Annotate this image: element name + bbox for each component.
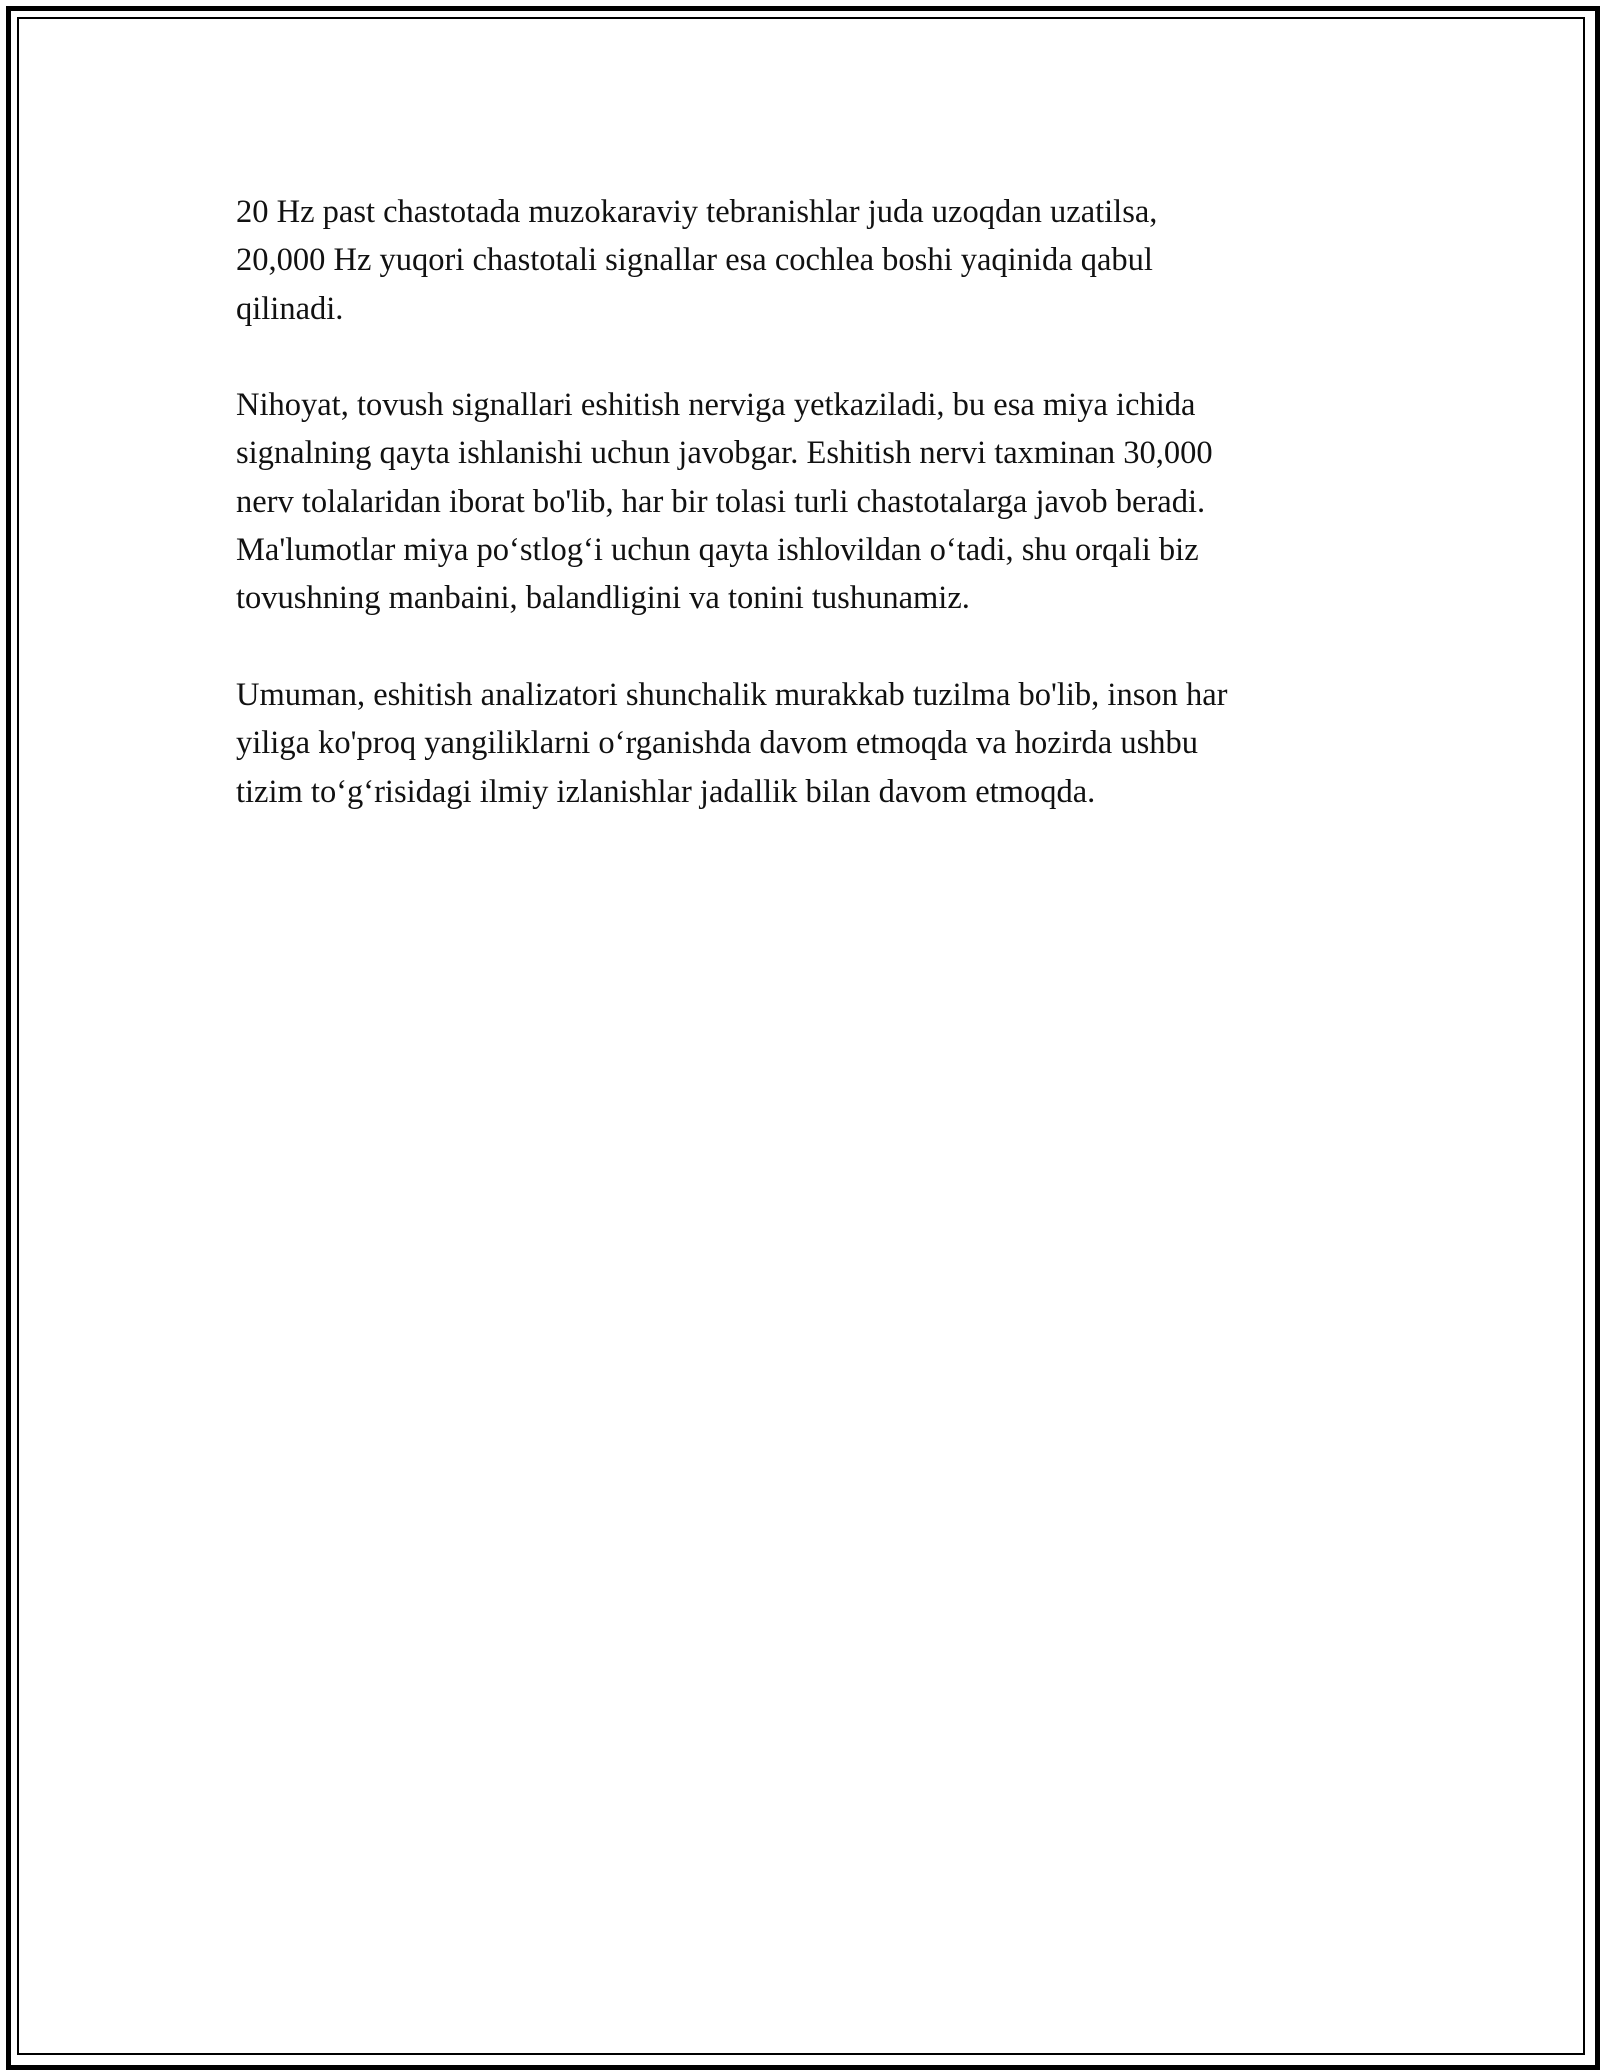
paragraph-3 (236, 671, 1386, 816)
paragraph-line: 20,000 Hz yuqori chastotali signallar esa cochlea boshi yaqinida qabul (236, 242, 1153, 279)
paragraph-line: yiliga ko'proq yangiliklarni o‘rganishda davom etmoqda va hozirda ushbu (236, 725, 1198, 762)
paragraph-line: qilinadi. (236, 290, 344, 327)
paragraph-line: Umuman, eshitish analizatori shunchalik murakkab tuzilma bo'lib, inson har (236, 676, 1228, 713)
paragraph-line: nerv tolalaridan iborat bo'lib, har bir tolasi turli chastotalarga javob beradi. (236, 483, 1206, 520)
paragraph-line: Nihoyat, tovush signallari eshitish nerviga yetkaziladi, bu esa miya ichida (236, 387, 1196, 424)
paragraph-line: Ma'lumotlar miya po‘stlog‘i uchun qayta ishlovildan o‘tadi, shu orqali biz (236, 532, 1199, 569)
paragraph-1 (236, 188, 1386, 333)
paragraph-line: signalning qayta ishlanishi uchun javobgar. Eshitish nervi taxminan 30,000 (236, 435, 1213, 472)
paragraph-line: 20 Hz past chastotada muzokaraviy tebranishlar juda uzoqdan uzatilsa, (236, 194, 1158, 230)
paragraph-line: tovushning manbaini, balandligini va tonini tushunamiz. (236, 580, 970, 617)
paragraph-2 (236, 381, 1386, 622)
paragraph-line: tizim to‘g‘risidagi ilmiy izlanishlar jadallik bilan davom etmoqda. (236, 773, 1096, 810)
document-body (236, 188, 1386, 864)
